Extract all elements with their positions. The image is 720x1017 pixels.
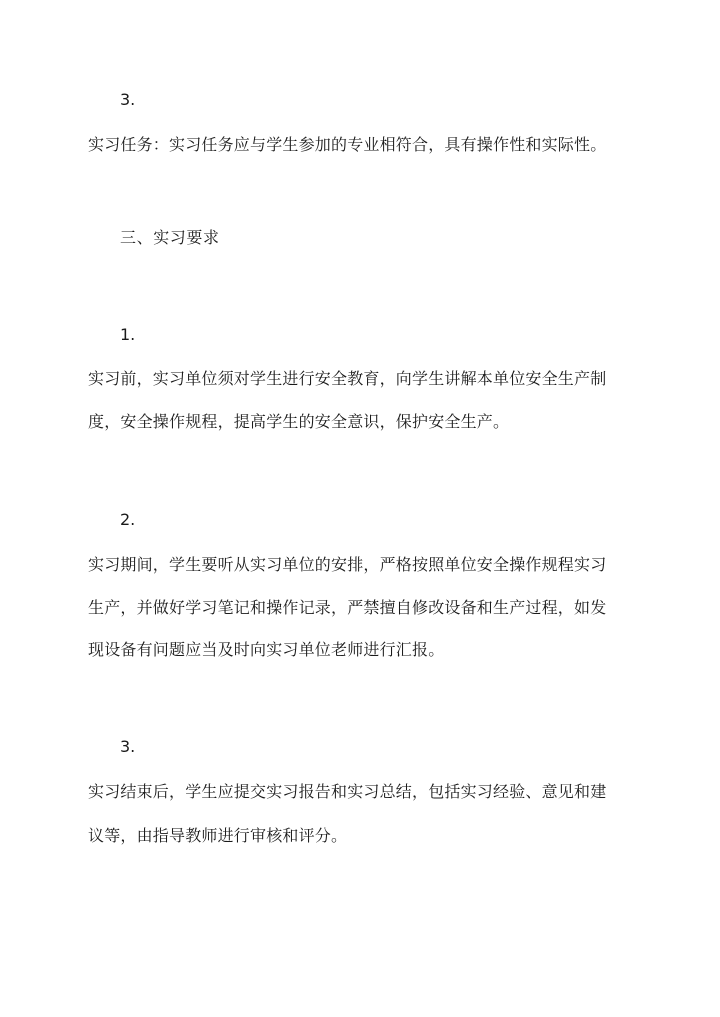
- paragraph-line: 实习结束后，学生应提交实习报告和实习总结，包括实习经验、意见和建: [88, 782, 607, 801]
- paragraph-line: 实习期间，学生要听从实习单位的安排，严格按照单位安全操作规程实习: [88, 555, 607, 574]
- paragraph-line: 现设备有问题应当及时向实习单位老师进行汇报。: [88, 640, 445, 659]
- paragraph-line: 议等，由指导教师进行审核和评分。: [88, 826, 348, 845]
- item-number: 1.: [120, 325, 136, 344]
- item-number: 3.: [120, 90, 136, 109]
- paragraph-line: 生产，并做好学习笔记和操作记录，严禁擅自修改设备和生产过程，如发: [88, 598, 607, 617]
- item-number: 3.: [120, 737, 136, 756]
- paragraph-line: 实习前，实习单位须对学生进行安全教育，向学生讲解本单位安全生产制: [88, 369, 607, 388]
- paragraph-line: 实习任务：实习任务应与学生参加的专业相符合，具有操作性和实际性。: [88, 135, 607, 154]
- paragraph-line: 度，安全操作规程，提高学生的安全意识，保护安全生产。: [88, 412, 510, 431]
- section-heading: 三、实习要求: [120, 228, 220, 247]
- item-number: 2.: [120, 510, 136, 529]
